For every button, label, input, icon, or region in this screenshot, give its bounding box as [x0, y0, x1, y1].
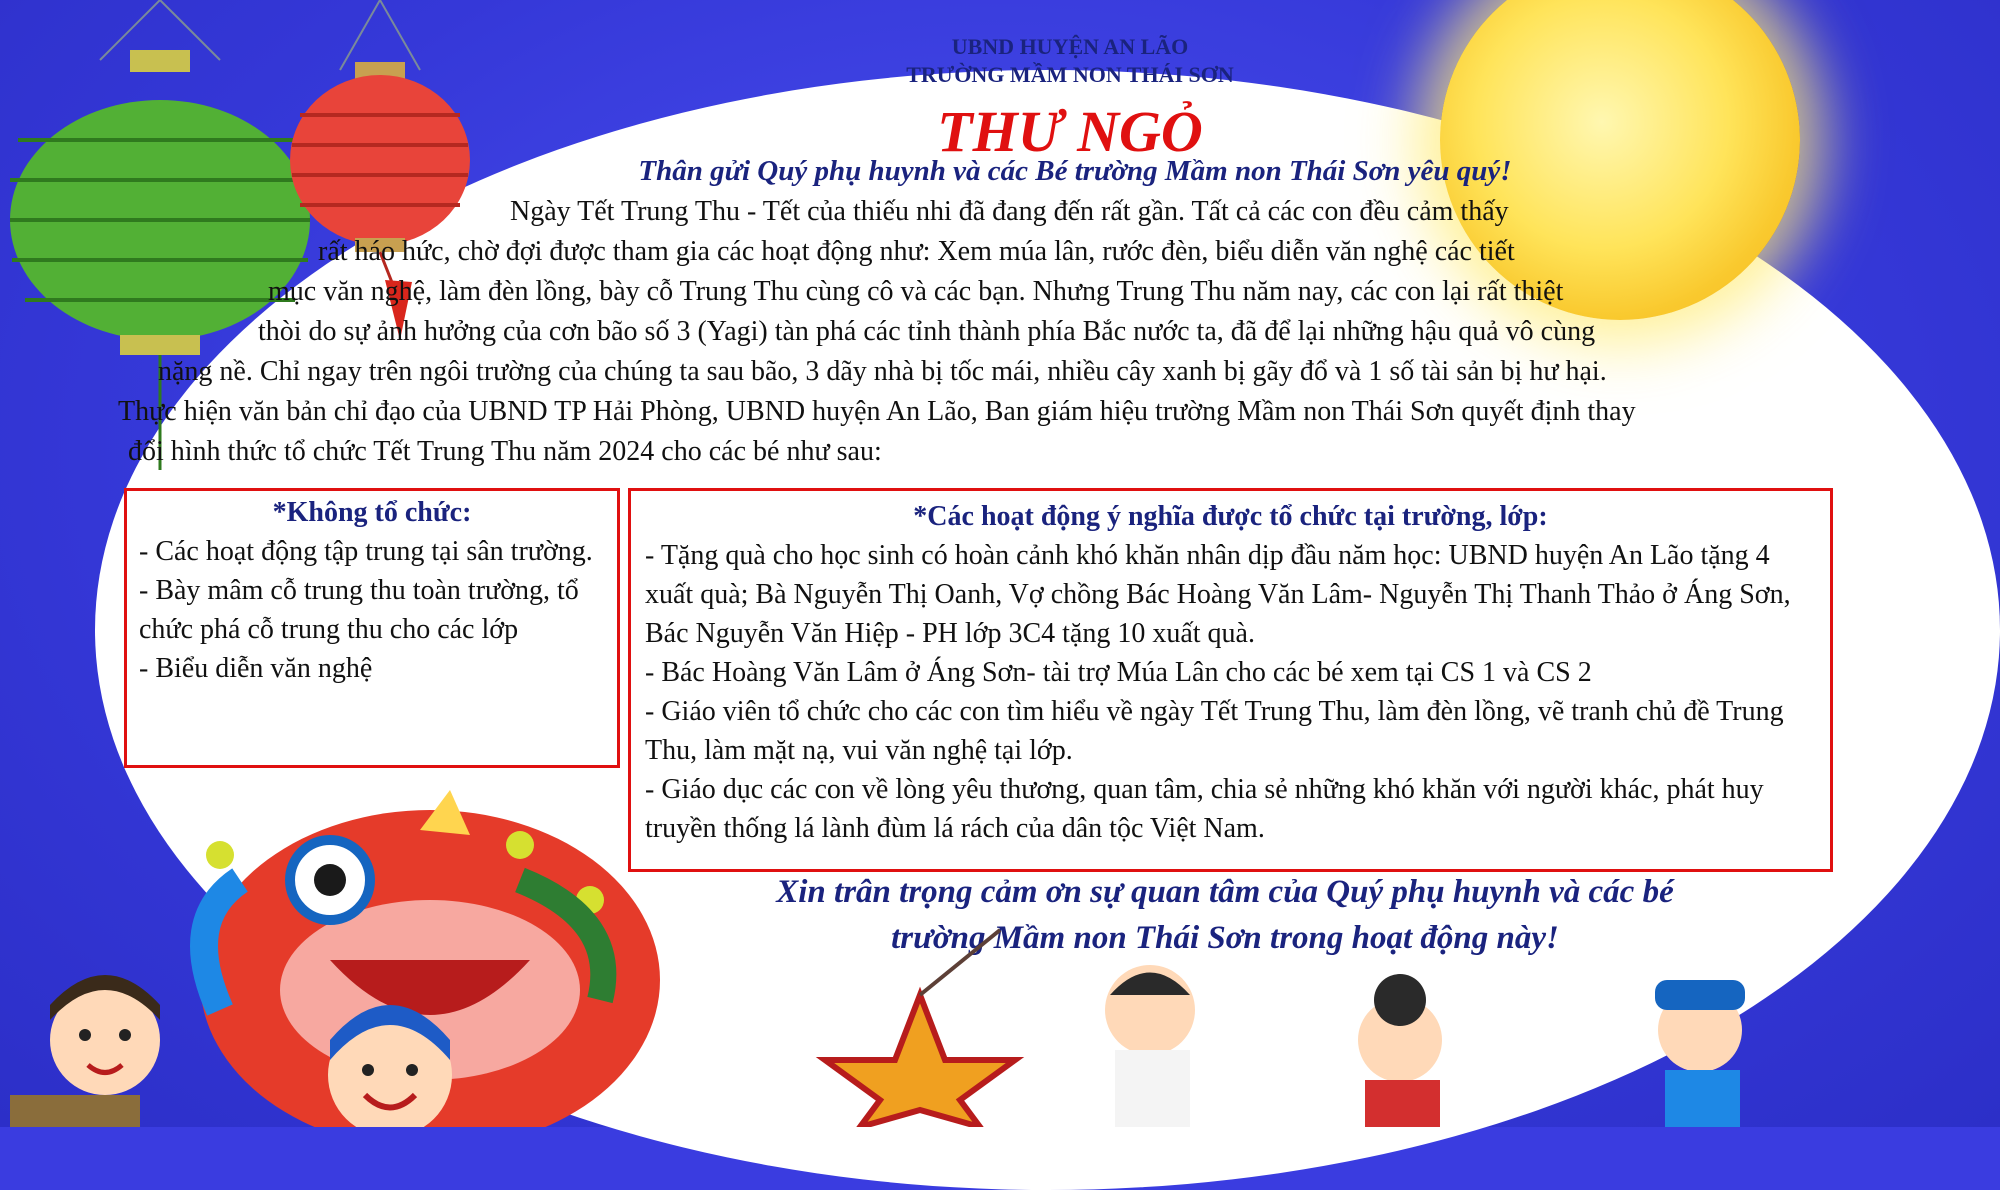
children-icon — [1105, 965, 1745, 1127]
list-item: - Bác Hoàng Văn Lâm ở Áng Sơn- tài trợ Múa Lân cho các bé xem tại CS 1 và CS 2 — [645, 657, 1592, 688]
not-organized-title: *Không tổ chức: — [272, 497, 472, 528]
school-name: TRƯỜNG MẦM NON THÁI SƠN — [906, 62, 1234, 87]
list-item: - Giáo viên tổ chức cho các con tìm hiểu về ngày Tết Trung Thu, làm đèn lồng, vẽ tranh chủ đề Trung Thu, làm mặt nạ, vui văn nghệ tại lớp. — [645, 696, 1784, 766]
star-lantern-icon — [825, 930, 1015, 1127]
intro-line: nặng nề. Chỉ ngay trên ngôi trường của chúng ta sau bão, 3 dãy nhà bị tốc mái, nhiều cây xanh bị gãy đổ và 1 số tài sản bị hư hại. — [158, 356, 1607, 387]
intro-line: rất háo hức, chờ đợi được tham gia các hoạt động như: Xem múa lân, rước đèn, biểu diễn văn nghệ các tiết — [318, 236, 1515, 267]
list-item: - Tặng quà cho học sinh có hoàn cảnh khó khăn nhân dịp đầu năm học: UBND huyện An Lão tặng 4 xuất quà; Bà Nguyễn Thị Oanh, Vợ chồng Bác Hoàng Văn Lâm- Nguyễn Thị Thanh Thảo ở Áng Sơn, Bác Nguyễn Văn Hiệp - PH lớp 3C4 tặng 10 xuất quà. — [645, 540, 1791, 649]
thanks-line: trường Mầm non Thái Sơn trong hoạt động này! — [891, 920, 1559, 956]
intro-line: đổi hình thức tổ chức Tết Trung Thu năm 2024 cho các bé như sau: — [128, 436, 882, 467]
intro-line: Thực hiện văn bản chỉ đạo của UBND TP Hải Phòng, UBND huyện An Lão, Ban giám hiệu trường Mầm non Thái Sơn quyết định thay — [118, 396, 1636, 427]
page-title: THƯ NGỎ — [937, 99, 1203, 164]
intro-line: Ngày Tết Trung Thu - Tết của thiếu nhi đã đang đến rất gần. Tất cả các con đều cảm thấy — [510, 196, 1509, 227]
boy-drummer-icon — [10, 975, 160, 1127]
organized-title: *Các hoạt động ý nghĩa được tổ chức tại trường, lớp: — [913, 501, 1548, 532]
thanks-line: Xin trân trọng cảm ơn sự quan tâm của Quý phụ huynh và các bé — [776, 874, 1674, 910]
greeting: Thân gửi Quý phụ huynh và các Bé trường Mầm non Thái Sơn yêu quý! — [638, 155, 1512, 187]
list-item: - Biểu diễn văn nghệ — [139, 653, 373, 684]
intro-line: thòi do sự ảnh hưởng của cơn bão số 3 (Yagi) tàn phá các tỉnh thành phía Bắc nước ta, đã để lại những hậu quả vô cùng — [258, 316, 1596, 347]
list-item: - Giáo dục các con về lòng yêu thương, quan tâm, chia sẻ những khó khăn với người khác, phát huy truyền thống lá lành đùm lá rách của dân tộc Việt Nam. — [645, 774, 1764, 844]
list-item: - Các hoạt động tập trung tại sân trường. — [139, 536, 593, 567]
list-item: - Bày mâm cỗ trung thu toàn trường, tổ chức phá cỗ trung thu cho các lớp — [139, 575, 579, 645]
district-name: UBND HUYỆN AN LÃO — [951, 34, 1189, 59]
intro-line: mục văn nghệ, làm đèn lồng, bày cỗ Trung Thu cùng cô và các bạn. Nhưng Trung Thu năm nay, các con lại rất thiệt — [268, 276, 1564, 307]
